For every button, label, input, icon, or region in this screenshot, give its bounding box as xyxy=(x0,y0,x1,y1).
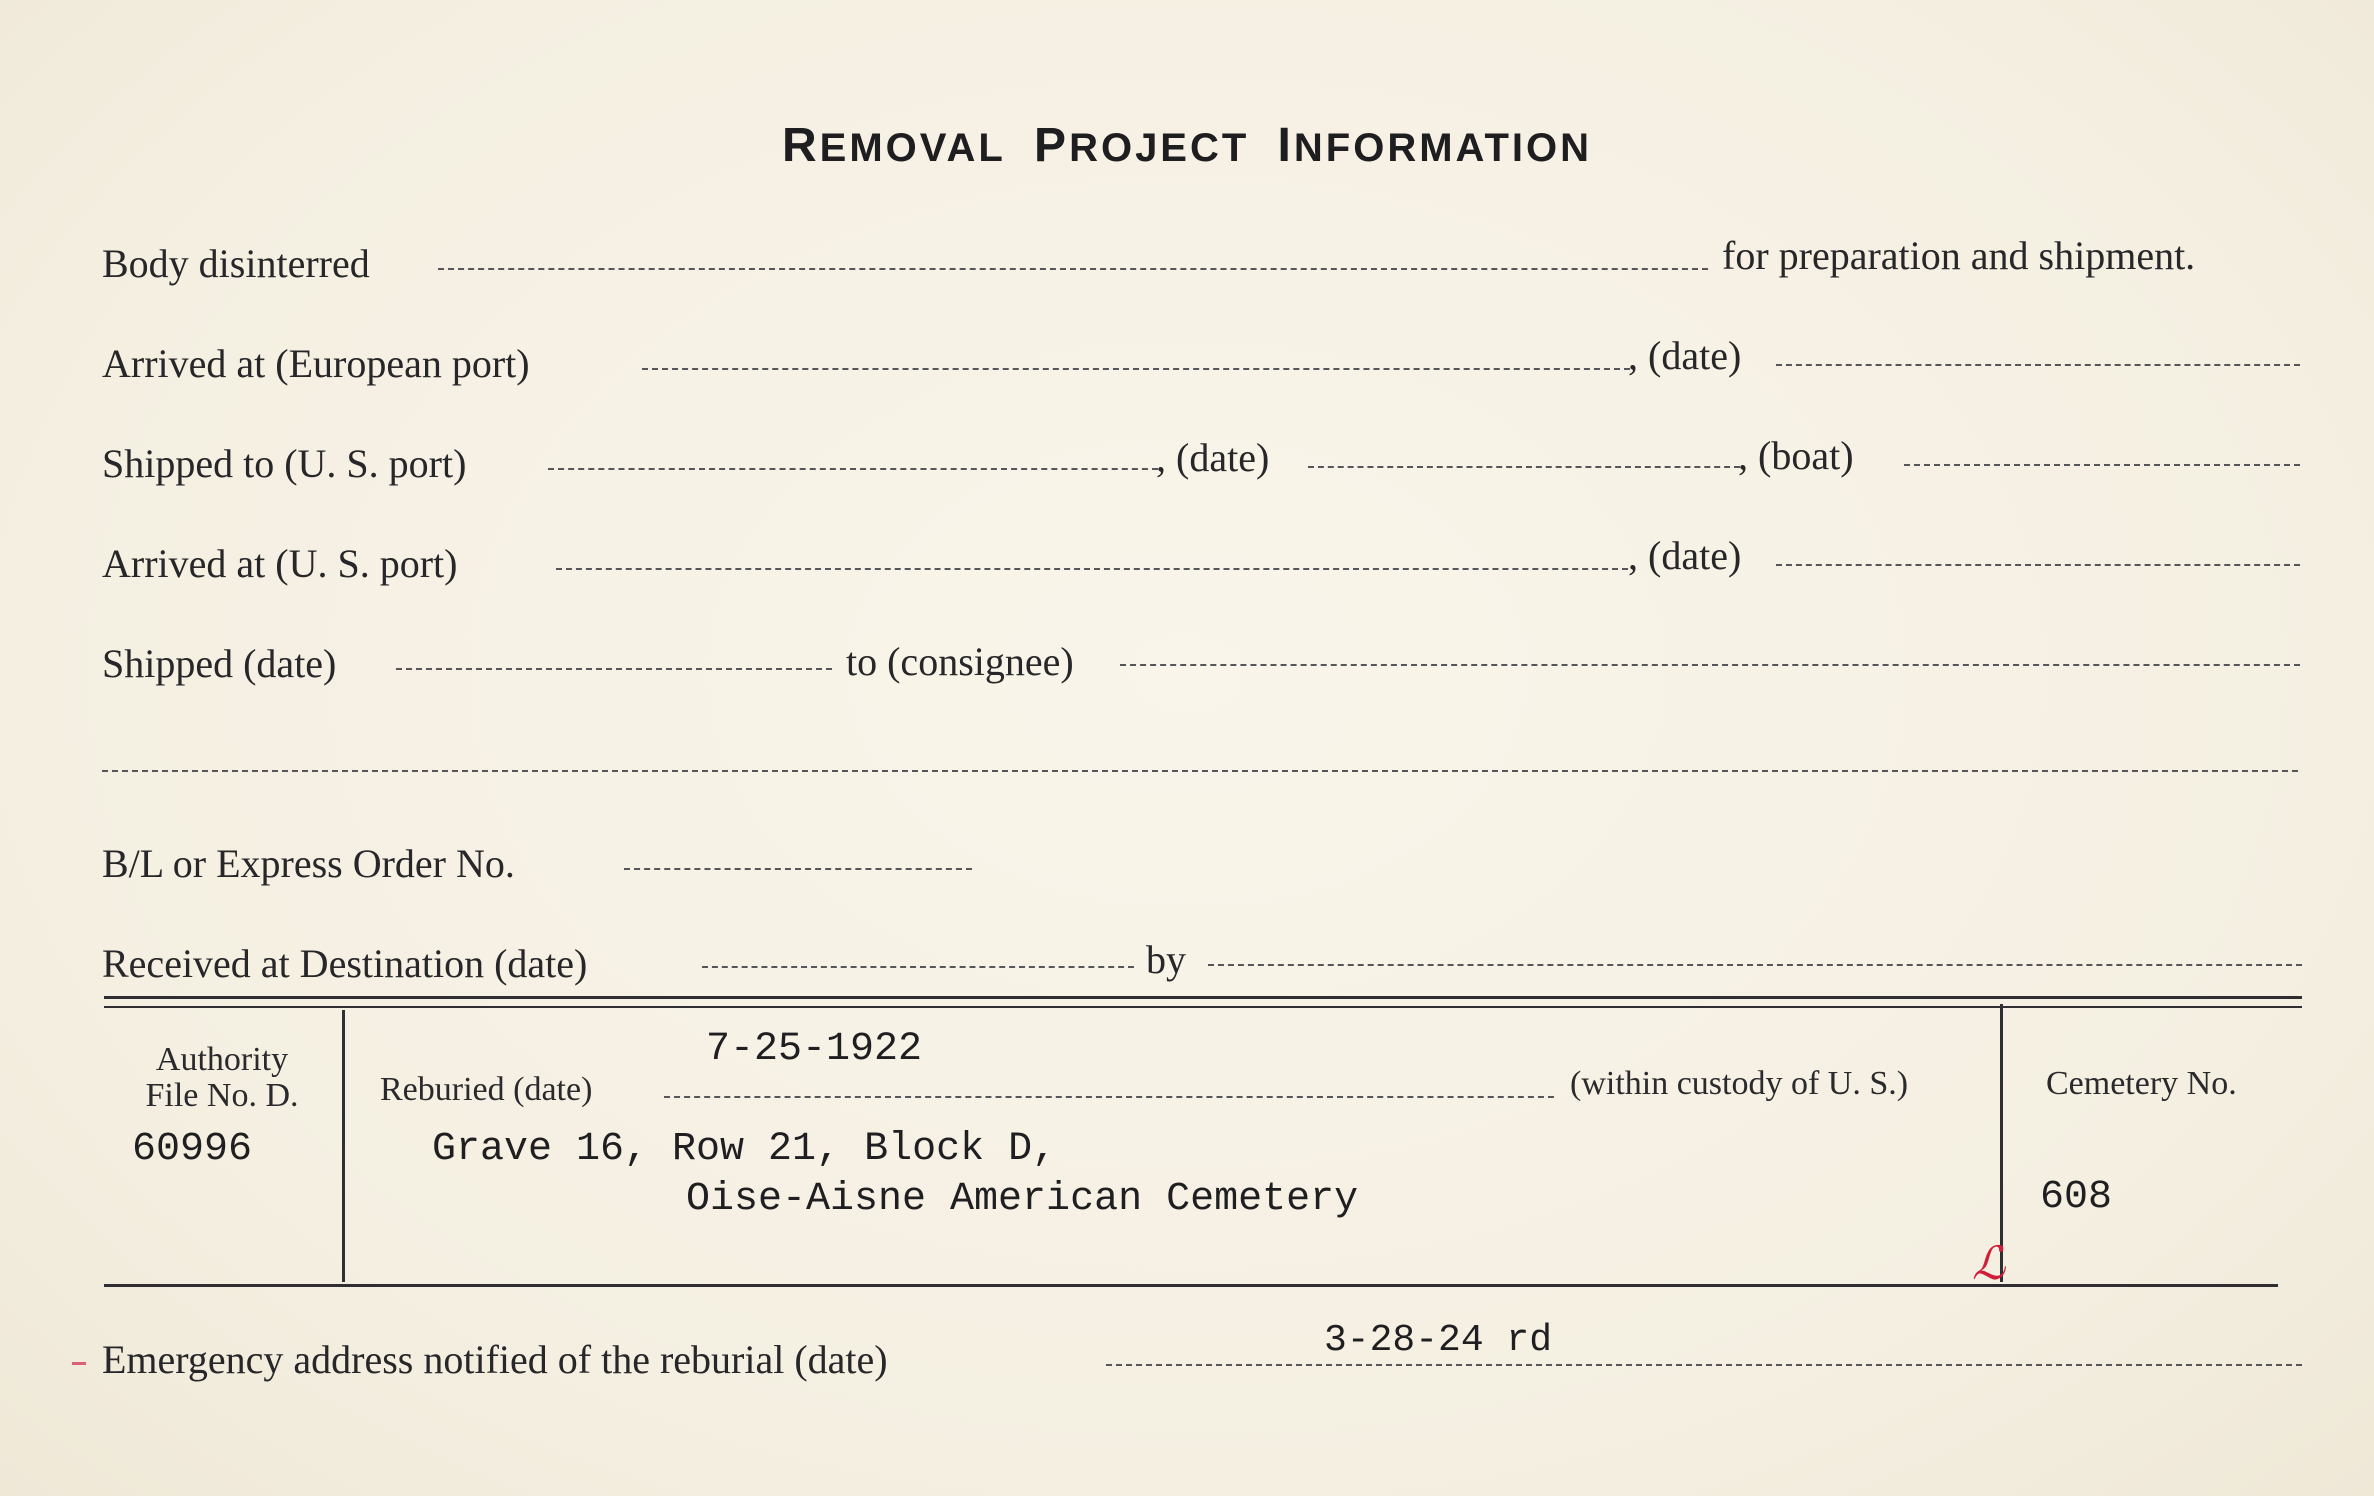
value-grave-line-2: Oise-Aisne American Cemetery xyxy=(686,1177,1359,1222)
title-initial-r: R xyxy=(781,119,820,172)
form-title xyxy=(0,118,2374,173)
red-check-mark: ℒ xyxy=(1972,1236,2006,1290)
box-top-rule-2 xyxy=(104,1006,2302,1008)
field-consignee[interactable] xyxy=(1120,664,2300,666)
label-file-no-d: File No. D. xyxy=(145,1076,299,1114)
label-body-disinterred: Body disinterred xyxy=(102,241,370,286)
field-emergency-date[interactable] xyxy=(1106,1364,2302,1366)
label-authority: Authority xyxy=(155,1041,289,1078)
value-reburied-date: 7-25-1922 xyxy=(706,1027,923,1072)
field-boat[interactable] xyxy=(1904,464,2300,466)
title-word-project: ROJECT xyxy=(1069,126,1250,170)
label-date-3: , (date) xyxy=(1628,533,1742,578)
title-initial-i: I xyxy=(1277,119,1294,172)
value-emergency-date: 3-28-24 rd xyxy=(1324,1319,1553,1362)
field-arrived-us-date[interactable] xyxy=(1776,564,2300,566)
field-received-date[interactable] xyxy=(702,966,1134,968)
title-word-removal: EMOVAL xyxy=(819,126,1006,170)
label-shipped-date: Shipped (date) xyxy=(102,641,337,686)
field-received-by[interactable] xyxy=(1208,964,2302,966)
label-by: by xyxy=(1146,937,1186,982)
label-arrived-us-port: Arrived at (U. S. port) xyxy=(102,541,458,586)
field-consignee-continued[interactable] xyxy=(102,770,2298,772)
field-us-port[interactable] xyxy=(548,468,1158,470)
field-european-port[interactable] xyxy=(642,368,1630,370)
field-body-disinterred[interactable] xyxy=(438,268,1708,270)
label-reburied-date: Reburied (date) xyxy=(380,1071,593,1108)
title-initial-p: P xyxy=(1034,119,1070,172)
title-word-information: NFORMATION xyxy=(1293,126,1592,170)
value-grave-line-1: Grave 16, Row 21, Block D, xyxy=(432,1127,1057,1172)
label-authority-file xyxy=(132,1042,312,1113)
label-for-preparation: for preparation and shipment. xyxy=(1722,233,2196,278)
field-bl-order-no[interactable] xyxy=(624,868,972,870)
label-received-destination: Received at Destination (date) xyxy=(102,941,588,986)
label-shipped-to-us-port: Shipped to (U. S. port) xyxy=(102,441,467,486)
field-shipped-date-final[interactable] xyxy=(396,668,832,670)
field-arrived-us-port[interactable] xyxy=(556,568,1628,570)
box-top-rule-1 xyxy=(104,996,2302,999)
box-divider-left xyxy=(342,1010,345,1282)
field-shipped-date[interactable] xyxy=(1308,466,1740,468)
field-european-date[interactable] xyxy=(1776,364,2300,366)
label-arrived-european-port: Arrived at (European port) xyxy=(102,341,530,386)
label-bl-express-order: B/L or Express Order No. xyxy=(102,841,515,886)
red-tick-mark xyxy=(72,1362,86,1365)
label-within-custody: (within custody of U. S.) xyxy=(1570,1065,1909,1102)
field-reburied-date[interactable] xyxy=(664,1096,1554,1098)
label-cemetery-no: Cemetery No. xyxy=(2046,1065,2237,1102)
value-authority-file-no: 60996 xyxy=(132,1127,253,1172)
value-cemetery-no: 608 xyxy=(2040,1175,2113,1220)
label-emergency-address: Emergency address notified of the reburial (date) xyxy=(102,1337,888,1382)
label-boat: , (boat) xyxy=(1738,433,1854,478)
box-bottom-rule xyxy=(104,1284,2278,1287)
label-date-1: , (date) xyxy=(1628,333,1742,378)
label-to-consignee: to (consignee) xyxy=(846,639,1074,684)
label-date-2: , (date) xyxy=(1156,435,1270,480)
